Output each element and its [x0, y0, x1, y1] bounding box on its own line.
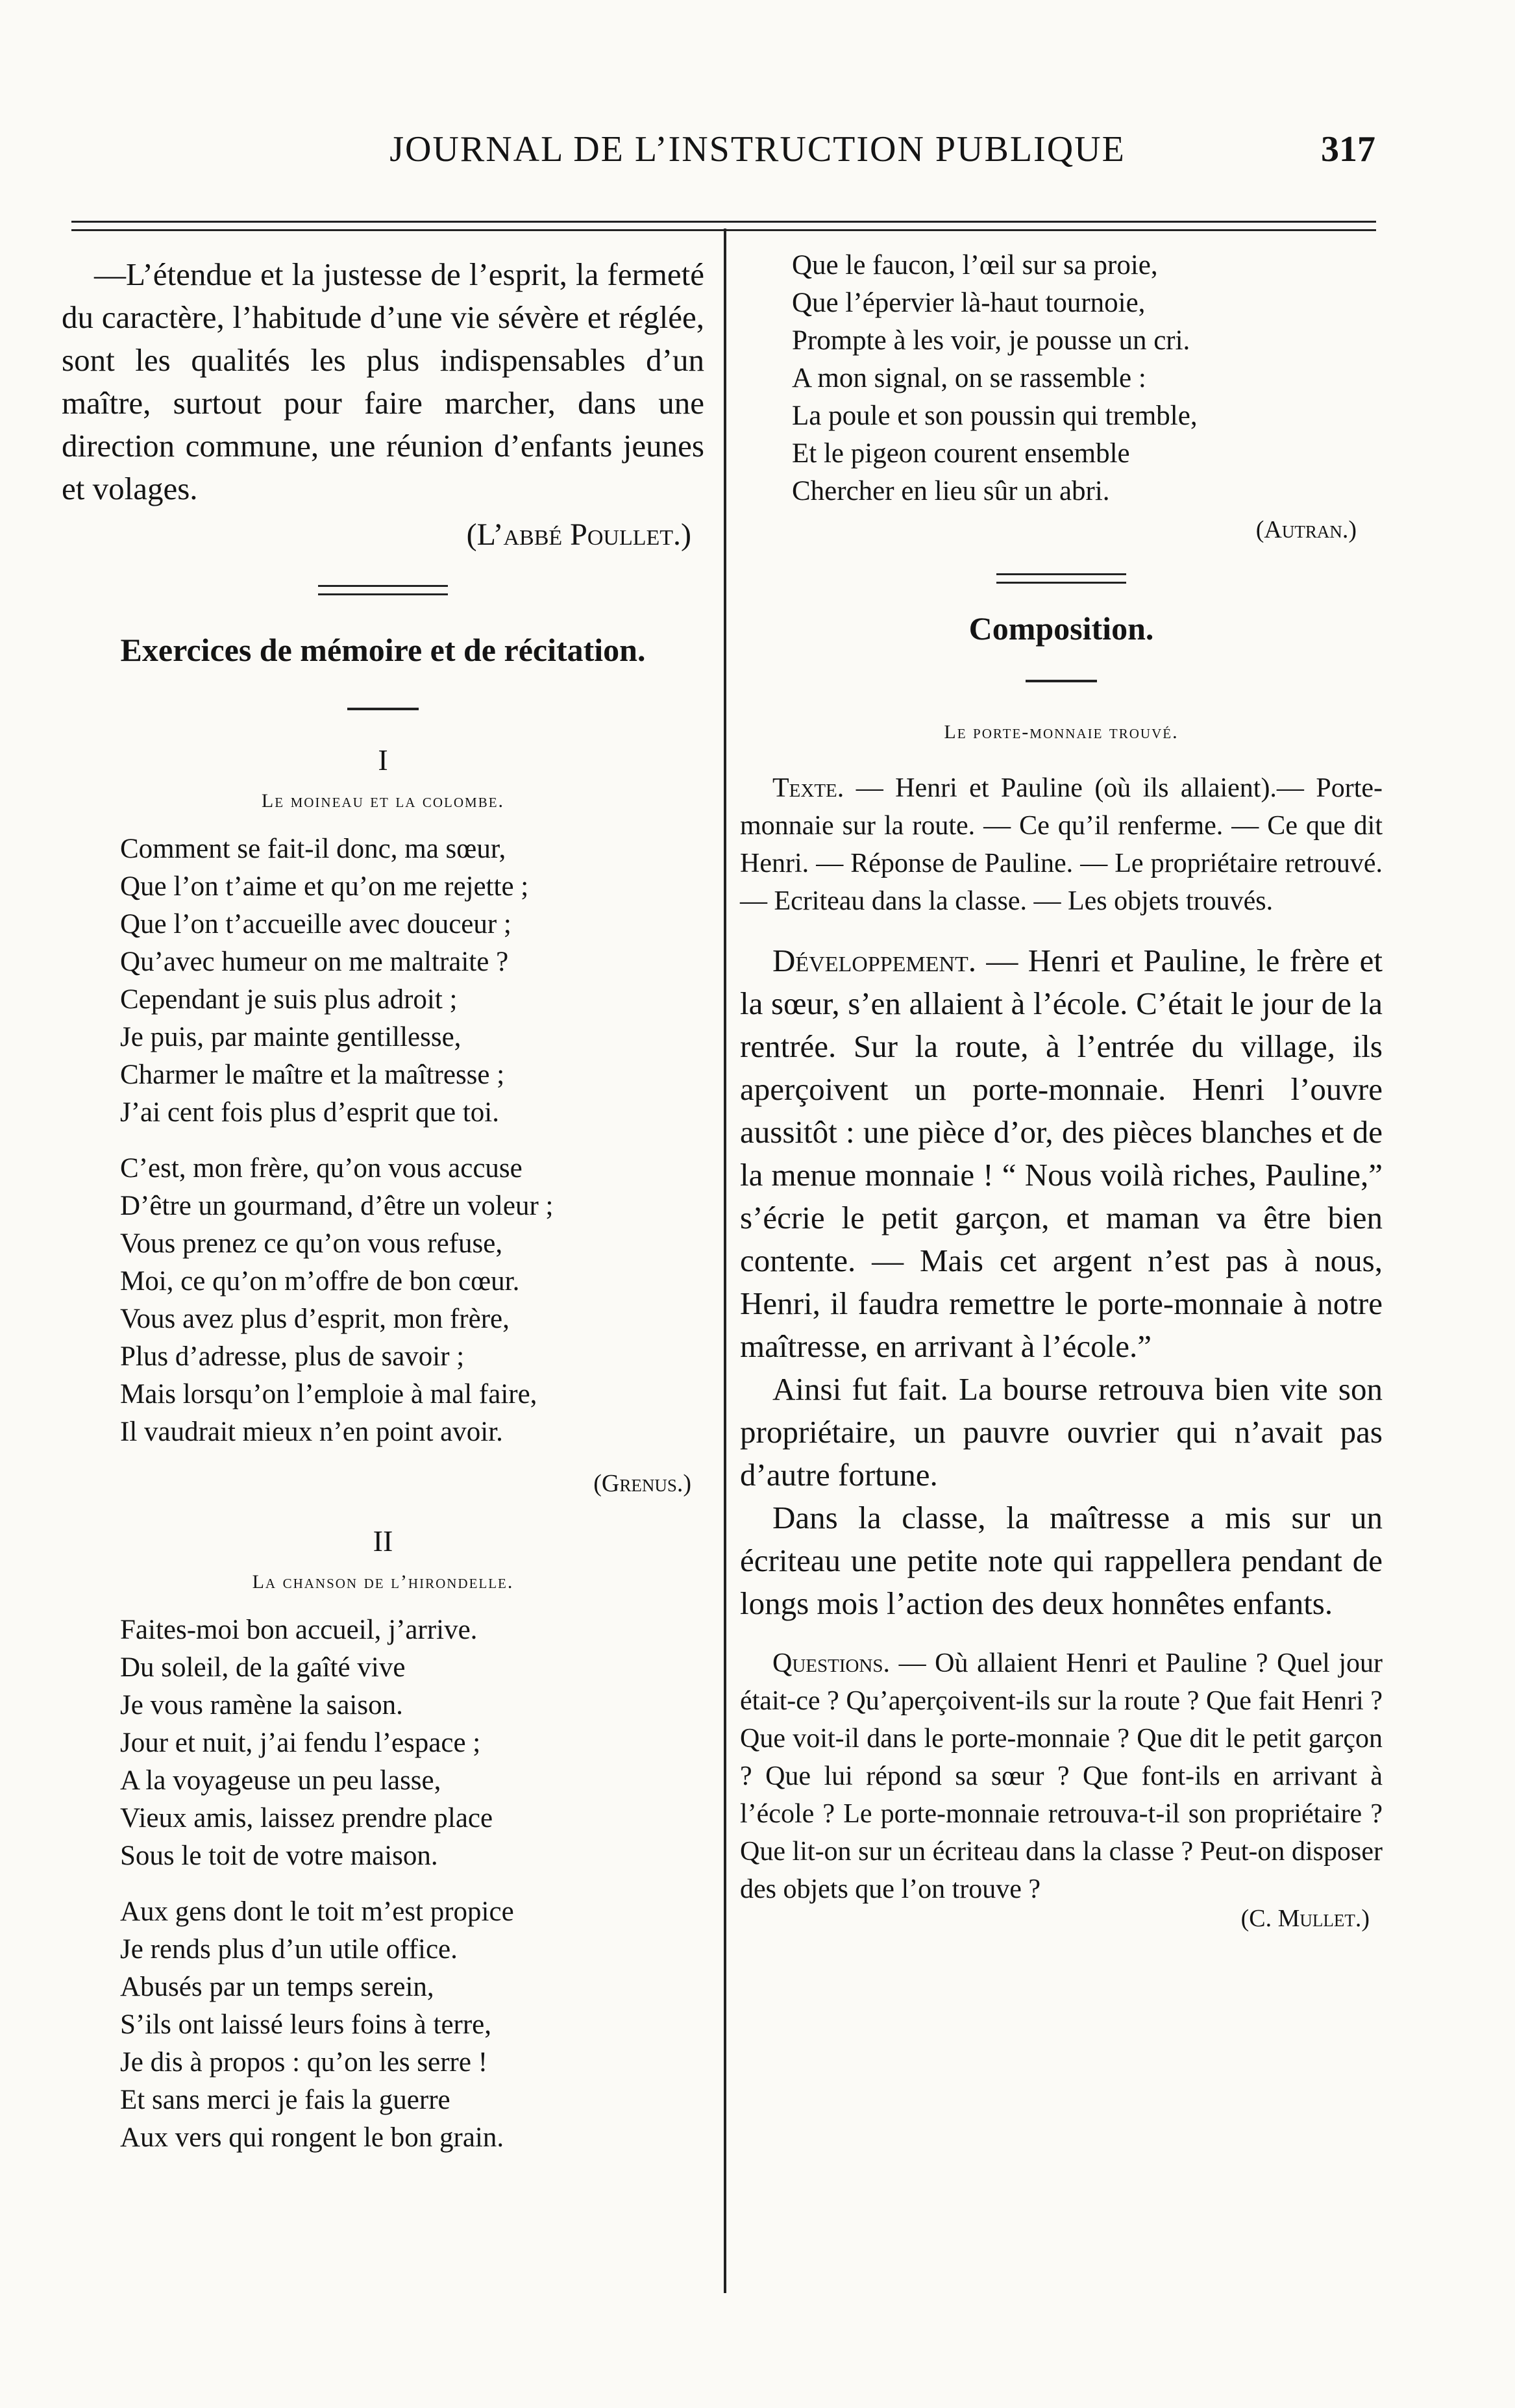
- poem-line: Je puis, par mainte gentillesse,: [120, 1022, 462, 1052]
- maxim-attribution-text: (L’abbé Poullet.): [466, 517, 691, 552]
- poem1-attribution-text: (Grenus.): [593, 1470, 691, 1497]
- poem-line: Moi, ce qu’on m’offre de bon cœur.: [120, 1266, 520, 1297]
- poem-line: Chercher en lieu sûr un abri.: [792, 476, 1110, 506]
- poem-line: Jour et nuit, j’ai fendu l’espace ;: [120, 1728, 481, 1758]
- poem2-stanza-2: [120, 1893, 704, 2157]
- developpement-paragraph-1: [740, 939, 1383, 1368]
- poem-line: Que l’on t’accueille avec douceur ;: [120, 909, 511, 939]
- page-header: [0, 110, 1515, 188]
- poem2-title: La chanson de l’hirondelle.: [252, 1571, 514, 1593]
- questions-body: — Où allaient Henri et Pauline ? Quel jour était-ce ? Qu’aperçoivent-ils sur la route ? Que fait Henri ? Que voit-il dans le porte-monnaie ? Que dit le petit garçon ? Que lui répond sa sœur ? Que font-ils en arrivant à l’école ? Le porte-monnaie retrouva-t-il son propriétaire ? Que lit-on sur un écriteau dans la classe ? Peut-on disposer des objets que l’on trouve ?: [740, 1648, 1383, 1904]
- poem-line: S’ils ont laissé leurs foins à terre,: [120, 2009, 492, 2040]
- poem-line: Je dis à propos : qu’on les serre !: [120, 2047, 488, 2078]
- poem-line: J’ai cent fois plus d’esprit que toi.: [120, 1097, 499, 1128]
- poem2-attribution: [740, 515, 1357, 544]
- poem1: [62, 830, 704, 1451]
- poem2: [62, 1611, 704, 2157]
- poem2-continuation: [740, 247, 1383, 510]
- poem2-stanza-1: [120, 1611, 704, 1875]
- poem-line: Prompte à les voir, je pousse un cri.: [792, 325, 1190, 356]
- poem2-attribution-text: (Autran.): [1255, 516, 1357, 543]
- poem-line: A la voyageuse un peu lasse,: [120, 1765, 441, 1796]
- page-number: 317: [1321, 129, 1375, 169]
- poem-line: Que l’épervier là-haut tournoie,: [792, 288, 1146, 318]
- poem1-stanza-2: [120, 1150, 704, 1451]
- poem-line: Vieux amis, laissez prendre place: [120, 1803, 493, 1833]
- questions-attribution-text: (C. Mullet.): [1240, 1905, 1370, 1932]
- poem1-attribution: [62, 1469, 691, 1498]
- poem-line: Aux gens dont le toit m’est propice: [120, 1896, 514, 1927]
- poem-line: Qu’avec humeur on me maltraite ?: [120, 947, 509, 977]
- poem-line: Je vous ramène la saison.: [120, 1690, 403, 1720]
- poem-line: Abusés par un temps serein,: [120, 1972, 434, 2002]
- poem-line: Que l’on t’aime et qu’on me rejette ;: [120, 871, 529, 902]
- developpement-body: — Henri et Pauline, le frère et la sœur, s’en allaient à l’école. C’était le jour de la rentrée. Sur la route, à l’entrée du village, ils aperçoivent un porte-monnaie. Henri l’ouvre aussitôt : une pièce d’or, des pièces blanches et de la menue monnaie ! “ Nous voilà riches, Pauline,” s’écrie le petit garçon, et maman va être bien contente. — Mais cet argent n’est pas à nous, Henri, il faudra remettre le porte-monnaie à notre maîtresse, en arrivant à l’école.”: [740, 943, 1383, 1364]
- section-separator: [318, 585, 448, 595]
- poem-line: La poule et son poussin qui tremble,: [792, 401, 1198, 431]
- poem-line: Aux vers qui rongent le bon grain.: [120, 2122, 504, 2153]
- running-title: JOURNAL DE L’INSTRUCTION PUBLIQUE: [389, 129, 1126, 169]
- texte-label: Texte.: [772, 773, 844, 803]
- poem-line: C’est, mon frère, qu’on vous accuse: [120, 1153, 523, 1184]
- developpement-label: Développement.: [772, 943, 976, 978]
- questions-paragraph: [740, 1645, 1383, 1908]
- section-title-exercices: Exercices de mémoire et de récitation.: [120, 632, 646, 668]
- questions-label: Questions.: [772, 1648, 891, 1678]
- poem-line: D’être un gourmand, d’être un voleur ;: [120, 1191, 554, 1221]
- texte-paragraph: [740, 769, 1383, 920]
- composition-title: Le porte-monnaie trouvé.: [944, 721, 1179, 743]
- questions-attribution: [740, 1904, 1370, 1933]
- texte-body: — Henri et Pauline (où ils allaient).— Porte-monnaie sur la route. — Ce qu’il renferme. — Ce que dit Henri. — Réponse de Pauline. — Le propriétaire retrouvé. — Ecriteau dans la classe. — Les objets trouvés.: [740, 773, 1383, 916]
- poem1-stanza-1: [120, 830, 704, 1132]
- poem-line: Faites-moi bon accueil, j’arrive.: [120, 1615, 478, 1645]
- developpement-paragraph-3: Dans la classe, la maîtresse a mis sur un écriteau une petite note qui rappellera pendant de longs mois l’action des deux honnêtes enfants.: [740, 1500, 1383, 1621]
- poem-line: Comment se fait-il donc, ma sœur,: [120, 834, 506, 864]
- left-column: [62, 253, 704, 2175]
- maxim-attribution: [62, 517, 691, 552]
- poem-line: Cependant je suis plus adroit ;: [120, 984, 458, 1015]
- poem1-numeral: I: [378, 743, 388, 776]
- poem-line: Vous avez plus d’esprit, mon frère,: [120, 1304, 510, 1334]
- right-column: [740, 247, 1383, 1933]
- poem2-numeral: II: [373, 1524, 393, 1558]
- developpement-paragraph-2: Ainsi fut fait. La bourse retrouva bien vite son propriétaire, un pauvre ouvrier qui n’avait pas d’autre fortune.: [740, 1371, 1383, 1493]
- column-divider: [724, 229, 726, 2293]
- maxim-paragraph: —L’étendue et la justesse de l’esprit, la fermeté du caractère, l’habitude d’une vie sévère et réglée, sont les qualités les plus indispensables d’un maître, surtout pour faire marcher, dans une direction commune, une réunion d’enfants jeunes et volages.: [62, 256, 704, 506]
- section-separator: [996, 573, 1126, 584]
- poem-line: Et le pigeon courent ensemble: [792, 438, 1130, 469]
- section-title-composition: Composition.: [968, 610, 1154, 647]
- poem-line: Et sans merci je fais la guerre: [120, 2085, 450, 2115]
- poem-line: A mon signal, on se rassemble :: [792, 363, 1146, 393]
- poem-line: Il vaudrait mieux n’en point avoir.: [120, 1417, 503, 1447]
- poem-line: Mais lorsqu’on l’emploie à mal faire,: [120, 1379, 537, 1409]
- poem1-title: Le moineau et la colombe.: [261, 790, 505, 812]
- poem-line: Que le faucon, l’œil sur sa proie,: [792, 250, 1158, 280]
- poem-line: Plus d’adresse, plus de savoir ;: [120, 1341, 465, 1372]
- poem-line: Je rends plus d’un utile office.: [120, 1934, 458, 1965]
- poem-line: Sous le toit de votre maison.: [120, 1841, 438, 1871]
- poem-line: Du soleil, de la gaîté vive: [120, 1652, 406, 1683]
- poem-line: Charmer le maître et la maîtresse ;: [120, 1060, 505, 1090]
- poem-line: Vous prenez ce qu’on vous refuse,: [120, 1228, 503, 1259]
